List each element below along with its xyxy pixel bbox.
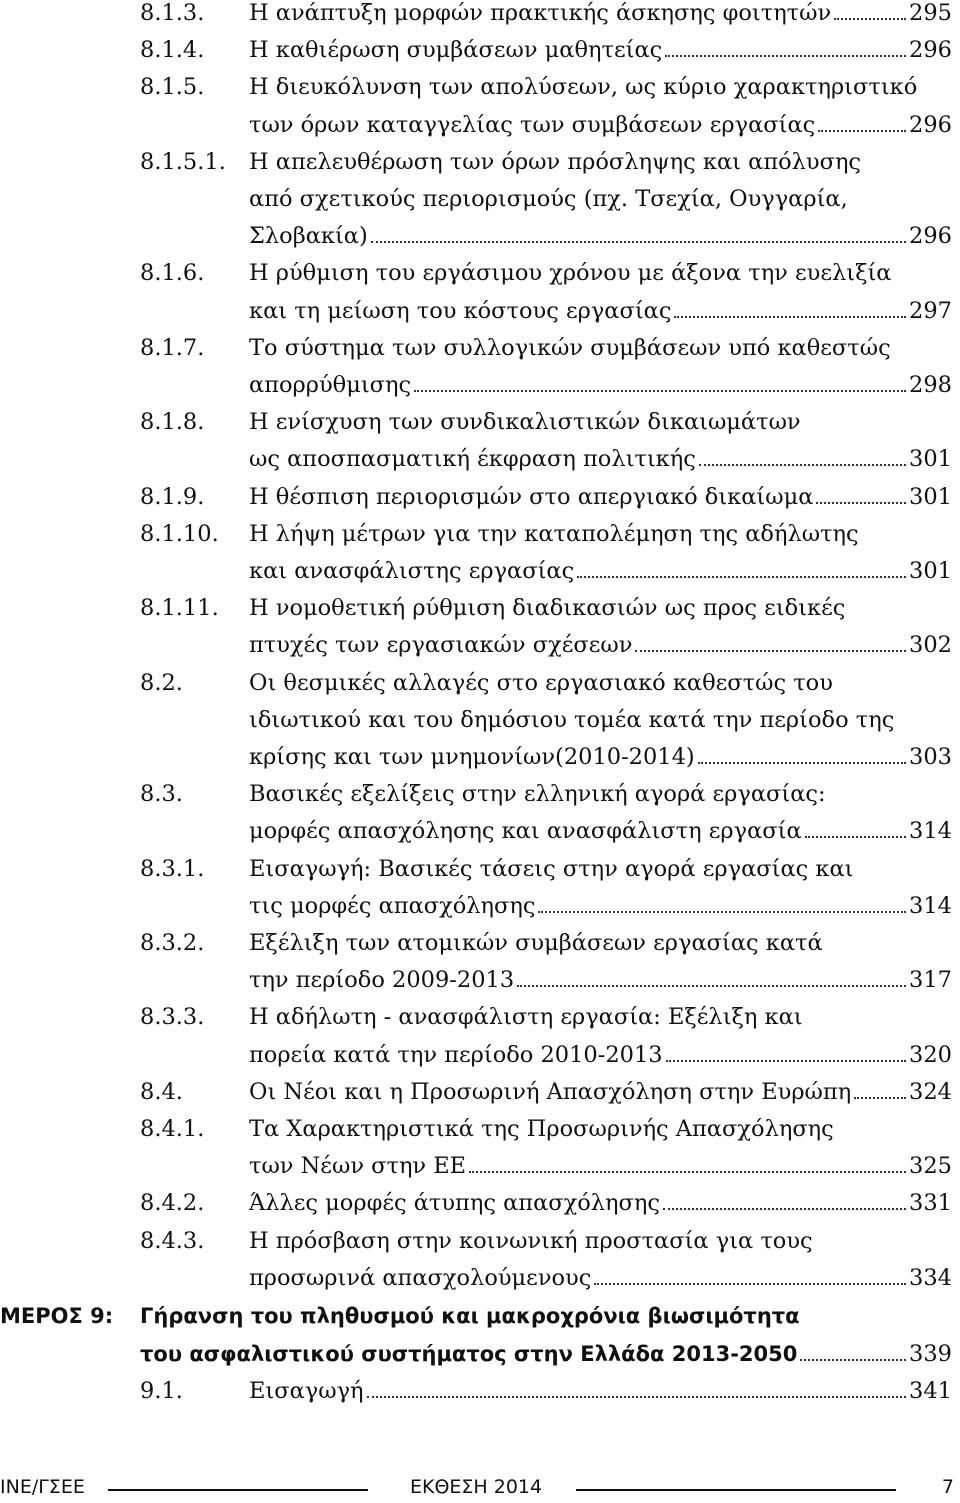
toc-entry-number: 8.1.4.: [140, 37, 205, 64]
toc-entry-number: 8.1.5.1.: [140, 148, 226, 175]
toc-entry-title: και τη μείωση του κόστους εργασίας: [249, 297, 672, 324]
toc-entry-number: 8.1.8.: [140, 409, 205, 436]
toc-page-number: 314: [909, 892, 952, 919]
toc-page-number: 303: [909, 743, 952, 770]
toc-entry-number: 8.1.5.: [140, 74, 205, 101]
toc-entry: [0, 781, 960, 855]
toc-entry-title: προσωρινά απασχολούμενους: [249, 1264, 592, 1291]
toc-page-number: 324: [909, 1078, 952, 1105]
toc-entry-number: 8.3.1.: [140, 855, 205, 882]
toc-entry-title: τις μορφές απασχόλησης: [249, 892, 536, 919]
part-label: ΜΕΡΟΣ 9:: [0, 1304, 114, 1328]
toc-entry-title: Άλλες μορφές άτυπης απασχόλησης: [249, 1190, 660, 1217]
toc-entry-title: Η ενίσχυση των συνδικαλιστικών δικαιωμάτων: [249, 409, 801, 436]
toc-entry: [0, 0, 960, 37]
toc-page-number: 320: [909, 1041, 952, 1068]
toc-entry: [0, 1190, 960, 1227]
dot-leader: [816, 502, 906, 504]
dot-leader: [577, 576, 906, 578]
toc-entry-title: των Νέων στην ΕΕ: [249, 1153, 467, 1180]
toc-entry-title: πτυχές των εργασιακών σχέσεων: [249, 632, 633, 659]
toc-entry: [0, 484, 960, 521]
toc-page-number: 341: [909, 1378, 952, 1405]
toc-page-number: 297: [909, 297, 952, 324]
toc-entry: [0, 260, 960, 334]
footer-rule-left: [108, 1489, 368, 1491]
toc-entry-title: Εισαγωγή: [249, 1378, 364, 1405]
footer-publisher: ΙΝΕ/ΓΣΕΕ: [0, 1476, 85, 1498]
dot-leader: [663, 1208, 906, 1210]
toc-page-number: 301: [909, 446, 952, 473]
toc-entry-title: των όρων καταγγελίας των συμβάσεων εργασίας: [249, 111, 816, 138]
toc-entry-title: κρίσης και των μνημονίων(2010-2014): [249, 743, 695, 770]
toc-entry-title: ως αποσπασματική έκφραση πολιτικής: [249, 446, 696, 473]
dot-leader: [635, 650, 906, 652]
dot-leader: [800, 1359, 906, 1361]
dot-leader: [367, 1396, 907, 1398]
toc-page-number: 301: [909, 557, 952, 584]
toc-entry-title: ιδιωτικού και του δημόσιου τομέα κατά την περίοδο της: [249, 706, 895, 733]
toc-entry-number: 8.2.: [140, 669, 183, 696]
toc-page-number: 296: [909, 37, 952, 64]
toc-entry-number: 8.1.7.: [140, 334, 205, 361]
toc-entry-title: Εισαγωγή: Βασικές τάσεις στην αγορά εργασίας και: [249, 855, 854, 882]
toc-entry: [0, 521, 960, 595]
toc-entry: [0, 149, 960, 261]
toc-page-number: 302: [909, 632, 952, 659]
toc-entry: [0, 856, 960, 930]
toc-entry-title: πορεία κατά την περίοδο 2010-2013: [249, 1041, 663, 1068]
part-title: του ασφαλιστικού συστήματος στην Ελλάδα 2013-2050: [140, 1342, 798, 1367]
toc-entry-number: 8.1.6.: [140, 260, 205, 287]
dot-leader: [854, 1097, 906, 1099]
toc-page-number: 314: [909, 818, 952, 845]
toc-entry-number: 8.4.: [140, 1078, 183, 1105]
toc-entry-title: Η λήψη μέτρων για την καταπολέμηση της αδήλωτης: [249, 520, 859, 547]
page-footer: [0, 1476, 960, 1502]
toc-entry-number: 8.1.9.: [140, 483, 205, 510]
toc-entry: [0, 595, 960, 669]
toc-entry-title: Οι Νέοι και η Προσωρινή Απασχόληση στην Ευρώπη: [249, 1078, 852, 1105]
toc-page-number: 325: [909, 1153, 952, 1180]
toc-page-number: 295: [909, 0, 952, 26]
toc-entry-title: Βασικές εξελίξεις στην ελληνική αγορά εργασίας:: [249, 781, 826, 808]
toc-entry: [0, 1079, 960, 1116]
footer-report-title: ΕΚΘΕΣΗ 2014: [410, 1476, 543, 1498]
toc-page-number: 334: [909, 1264, 952, 1291]
toc-entry-title: Η ρύθμιση του εργάσιμου χρόνου με άξονα την ευελιξία: [249, 260, 892, 287]
toc-entry-number: 9.1.: [140, 1378, 183, 1405]
toc-entry-number: 8.3.: [140, 781, 183, 808]
toc-entry: [0, 409, 960, 483]
dot-leader: [818, 130, 906, 132]
toc-entry-title: μορφές απασχόλησης και ανασφάλιστη εργασία: [249, 818, 802, 845]
toc-page-number: 331: [909, 1190, 952, 1217]
toc-page-number: 298: [909, 371, 952, 398]
toc-entry-title: Η απελευθέρωση των όρων πρόσληψης και απόλυσης: [249, 148, 862, 175]
toc-page-number: 296: [909, 223, 952, 250]
toc-entry-number: 8.1.11.: [140, 595, 219, 622]
footer-rule-right: [576, 1489, 896, 1491]
toc-entry-title: Η διευκόλυνση των απολύσεων, ως κύριο χαρακτηριστικό: [249, 74, 918, 101]
toc-entry: [0, 1116, 960, 1190]
toc-entry-number: 8.3.3.: [140, 1004, 205, 1031]
dot-leader: [517, 985, 906, 987]
toc-entry-number: 8.1.10.: [140, 520, 219, 547]
toc-entry-title: και ανασφάλιστης εργασίας: [249, 557, 575, 584]
toc-entry: [0, 1378, 960, 1415]
dot-leader: [699, 464, 906, 466]
toc-entry: [0, 37, 960, 74]
toc-page-number: 301: [909, 483, 952, 510]
dot-leader: [805, 836, 906, 838]
toc-entry-number: 8.4.1.: [140, 1116, 205, 1142]
toc-entry-number: 8.4.2.: [140, 1190, 205, 1217]
toc-entry-title: Η πρόσβαση στην κοινωνική προστασία για τους: [249, 1227, 813, 1254]
dot-leader: [666, 1060, 906, 1062]
toc-entry-title: Η νομοθετική ρύθμιση διαδικασιών ως προς ειδικές: [249, 595, 846, 622]
dot-leader: [665, 55, 906, 57]
toc-entry: [0, 74, 960, 148]
toc-entry-title: απορρύθμισης: [249, 371, 412, 398]
toc-entry-title: Το σύστημα των συλλογικών συμβάσεων υπό καθεστώς: [249, 334, 891, 361]
toc-entry-title: Εξέλιξη των ατομικών συμβάσεων εργασίας κατά: [249, 930, 823, 956]
dot-leader: [698, 762, 906, 764]
toc-page-number: 296: [909, 111, 952, 138]
toc-entry: [0, 1004, 960, 1078]
toc-entry-title: από σχετικούς περιορισμούς (πχ. Τσεχία, Ουγγαρία,: [249, 185, 848, 212]
toc-entry-title: Τα Χαρακτηριστικά της Προσωρινής Απασχόλησης: [249, 1116, 834, 1142]
toc-entry: [0, 930, 960, 1004]
toc-entry-number: 8.4.3.: [140, 1227, 205, 1254]
toc-entry-title: την περίοδο 2009-2013: [249, 967, 515, 994]
toc-entry-title: Η ανάπτυξη μορφών πρακτικής άσκησης φοιτητών: [249, 0, 832, 26]
dot-leader: [674, 316, 906, 318]
toc-page-number: 317: [909, 967, 952, 994]
toc-entry-title: Οι θεσμικές αλλαγές στο εργασιακό καθεστώς του: [249, 669, 833, 696]
dot-leader: [538, 911, 906, 913]
toc-page-number: 339: [909, 1341, 952, 1368]
dot-leader: [371, 241, 906, 243]
toc-entry-title: Η θέσπιση περιορισμών στο απεργιακό δικαίωμα: [249, 483, 814, 510]
toc-entry: [0, 335, 960, 409]
part-title: Γήρανση του πληθυσμού και μακροχρόνια βιωσιμότητα: [140, 1304, 800, 1328]
dot-leader: [834, 18, 906, 20]
toc-entry-title: Η καθιέρωση συμβάσεων μαθητείας: [249, 37, 663, 64]
dot-leader: [414, 390, 906, 392]
toc-entry-number: 8.1.3.: [140, 0, 205, 26]
toc-entry-number: 8.3.2.: [140, 930, 205, 956]
dot-leader: [469, 1171, 906, 1173]
toc-entry: [0, 670, 960, 782]
toc-entry-title: Σλοβακία): [249, 223, 368, 250]
footer-page-number: 7: [941, 1476, 954, 1498]
toc-entry: [0, 1228, 960, 1302]
dot-leader: [594, 1283, 906, 1285]
toc-entry-title: Η αδήλωτη - ανασφάλιστη εργασία: Εξέλιξη και: [249, 1004, 803, 1031]
